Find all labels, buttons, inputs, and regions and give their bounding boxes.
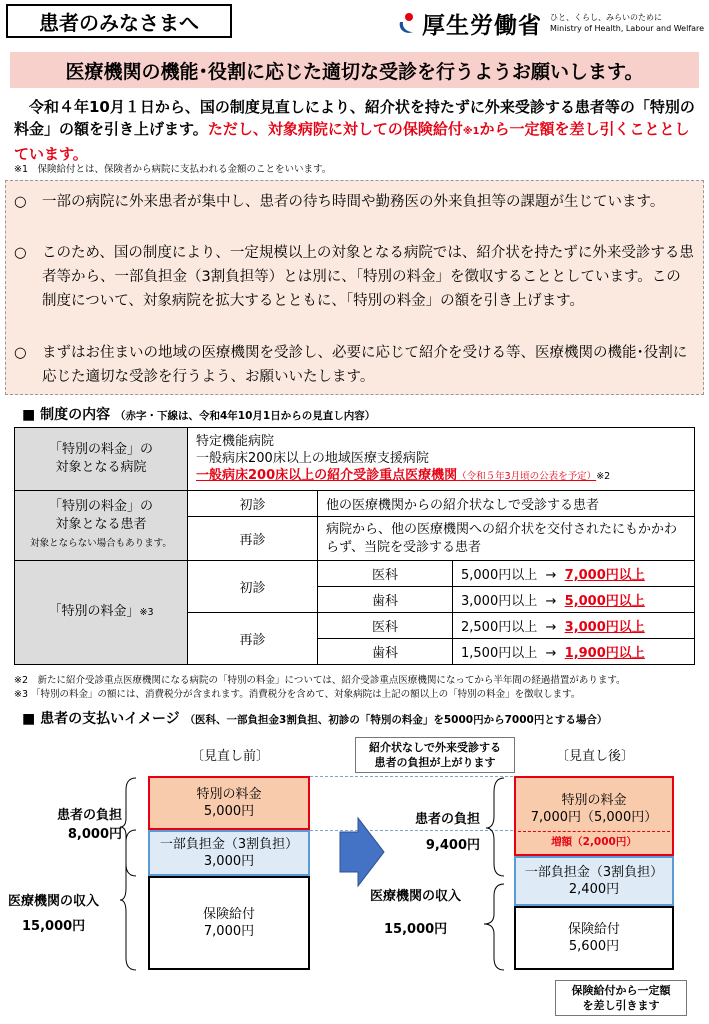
fee-medical: 医科 xyxy=(318,613,453,639)
bullet-item xyxy=(14,341,694,389)
table-row xyxy=(15,491,695,517)
bullet-item xyxy=(14,190,694,214)
fee-cell xyxy=(453,639,695,665)
fee-cell xyxy=(453,613,695,639)
fee-new: 5,000円以上 xyxy=(564,594,645,609)
tagline-jp: ひと、くらし、みらいのために xyxy=(550,13,662,22)
ministry-logo xyxy=(396,6,704,40)
label-text: 患者の負担 xyxy=(414,812,480,827)
section-title-text: ■ 制度の内容 xyxy=(22,407,111,423)
header-sub: 対象とならない場合もあります。 xyxy=(30,538,172,549)
first-visit-cell: 初診 xyxy=(188,491,318,517)
section-subtitle: （医科、一部負担金3割負担、初診の「特別の料金」を5000円から7000円とする場合） xyxy=(184,714,608,726)
bullet-circle-icon: ○ xyxy=(14,345,27,361)
ministry-name: 厚生労働省 xyxy=(422,12,542,39)
after-patient-label xyxy=(372,807,480,859)
box-amount: 2,400円 xyxy=(568,882,620,897)
fee-dental: 歯科 xyxy=(318,639,453,665)
box-amount: 3,000円 xyxy=(203,854,255,869)
new-hospital-note: （令和５年3月頃の公表を予定） xyxy=(457,471,597,482)
note-mark: ※3 xyxy=(139,607,154,618)
intro-paragraph xyxy=(14,96,699,165)
label-text: 医療機関の収入 xyxy=(370,889,462,904)
note-2: ※2 新たに紹介受診重点医療機関になる病院の「特別の料金」については、紹介受診重点医療機関になってから半年間の経過措置があります。 xyxy=(14,675,626,686)
box-label: 特別の料金 xyxy=(196,787,262,802)
ministry-tagline xyxy=(550,12,704,34)
before-heading: 〔見直し前〕 xyxy=(190,749,269,764)
before-patient-label xyxy=(8,806,122,844)
before-insurance-box xyxy=(148,876,310,970)
note-3: ※3 「特別の料金」の額には、消費税分が含まれます。消費税分を含めて、対象病院は上記の額以上の「特別の料金」を徴収します。 xyxy=(14,689,581,700)
header-line: 「特別の料金」の xyxy=(48,499,153,514)
tagline-en: Ministry of Health, Labour and Welfare xyxy=(550,24,705,33)
intro-red-text-2: から一定額を差し引くこととしています。 xyxy=(14,120,690,163)
box-label: 保険給付 xyxy=(202,907,255,922)
section-title-system xyxy=(22,404,375,424)
main-banner: 医療機関の機能･役割に応じた適切な受診を行うようお願いします。 xyxy=(10,52,699,88)
box-amount: 5,000円 xyxy=(203,804,255,819)
box-amount: 7,000円（5,000円） xyxy=(530,810,658,825)
fee-revisit: 再診 xyxy=(188,613,318,665)
bullet-circle-icon: ○ xyxy=(14,194,27,210)
hospital-item: 特定機能病院 xyxy=(196,434,275,449)
fee-medical: 医科 xyxy=(318,561,453,587)
intro-text: 令和４年10月１日から、国の制度見直しにより、紹介状を持たずに外来受診する患者等の「特別の料金」の額を引き上げます。 xyxy=(14,98,695,138)
fee-new: 3,000円以上 xyxy=(564,620,645,635)
revisit-desc: 病院から、他の医療機関への紹介状を交付されたにもかかわらず、当院を受診する患者 xyxy=(318,517,695,561)
fee-first-visit: 初診 xyxy=(188,561,318,613)
before-income-label xyxy=(8,889,122,939)
revisit-cell: 再診 xyxy=(188,517,318,561)
callout-line: を差し引きます xyxy=(582,999,660,1012)
callout-line: 患者の負担が上がります xyxy=(374,756,496,769)
before-copay-box xyxy=(148,830,310,876)
fee-dental: 歯科 xyxy=(318,587,453,613)
box-label: 保険給付 xyxy=(567,922,620,937)
box-amount: 7,000円 xyxy=(203,924,255,939)
before-braces xyxy=(118,776,148,972)
header-line: 「特別の料金」の xyxy=(48,442,153,457)
box-label: 特別の料金 xyxy=(561,793,627,808)
section-title-payment xyxy=(22,708,607,728)
table-row xyxy=(15,428,695,491)
fee-new: 7,000円以上 xyxy=(564,568,645,583)
label-amount: 15,000円 xyxy=(384,922,448,937)
after-braces xyxy=(480,776,514,972)
table-notes xyxy=(14,674,626,702)
arrow-icon: → xyxy=(545,620,557,635)
header-line: 「特別の料金」 xyxy=(48,604,140,619)
table-row xyxy=(15,561,695,587)
after-insurance-box xyxy=(514,906,674,970)
row-header-hospitals xyxy=(15,428,188,491)
note-mark: ※2 xyxy=(596,471,611,482)
header-line: 対象となる患者 xyxy=(55,517,147,532)
row-header-patients xyxy=(15,491,188,561)
callout-line: 紹介状なしで外来受診する xyxy=(369,741,501,754)
box-amount: 5,600円 xyxy=(568,939,620,954)
label-text: 医療機関の収入 xyxy=(8,894,100,909)
system-table xyxy=(14,427,695,665)
label-amount: 9,400円 xyxy=(425,838,480,853)
arrow-icon: → xyxy=(545,568,557,583)
bullet-text: 一部の病院に外来患者が集中し、患者の待ち時間や勤務医の外来負担等の課題が生じています。 xyxy=(42,194,665,210)
fee-old: 2,500円以上 xyxy=(461,620,538,635)
arrow-icon: → xyxy=(545,646,557,661)
arrow-icon: → xyxy=(545,594,557,609)
hospital-list xyxy=(188,428,695,491)
label-amount: 8,000円 xyxy=(67,827,122,842)
mhlw-logo-icon xyxy=(396,10,418,36)
fee-cell xyxy=(453,587,695,613)
after-heading: 〔見直し後〕 xyxy=(555,749,634,764)
increase-label: 増額（2,000円） xyxy=(551,836,637,848)
bullet-circle-icon: ○ xyxy=(14,245,27,261)
hospital-item: 一般病床200床以上の地域医療支援病院 xyxy=(196,451,429,466)
fee-old: 5,000円以上 xyxy=(461,568,538,583)
fee-new: 1,900円以上 xyxy=(564,646,645,661)
box-label: 一部負担金（3割負担） xyxy=(159,837,299,852)
callout-line: 保険給付から一定額 xyxy=(571,984,671,997)
after-copay-box xyxy=(514,856,674,906)
header-line: 対象となる病院 xyxy=(55,460,147,475)
fee-old: 3,000円以上 xyxy=(461,594,538,609)
row-header-fee xyxy=(15,561,188,665)
first-visit-desc: 他の医療機関からの紹介状なしで受診する患者 xyxy=(318,491,695,517)
insurance-footnote: ※1 保険給付とは、保険者から病院に支払われる金額のことをいいます。 xyxy=(14,164,332,175)
section-title-text: ■ 患者の支払いイメージ xyxy=(22,711,180,727)
label-text: 患者の負担 xyxy=(56,808,122,823)
callout-burden-up xyxy=(355,737,515,773)
bullet-text: このため、国の制度により、一定規模以上の対象となる病院では、紹介状を持たずに外来受診する患者等から、一部負担金（3割負担等）とは別に、「特別の料金」を徴収することとしています。この制度について、対象病院を拡大するとともに、「特別の料金」の額を引き上げます。 xyxy=(42,245,694,309)
increase-divider xyxy=(518,831,670,832)
intro-note-mark: ※1 xyxy=(462,126,480,137)
fee-cell xyxy=(453,561,695,587)
callout-insurance-deduct xyxy=(555,980,687,1016)
new-hospital-item: 一般病床200床以上の紹介受診重点医療機関 xyxy=(196,468,458,483)
intro-red-text: ただし、対象病院に対しての保険給付 xyxy=(207,120,463,138)
bullet-text: まずはお住まいの地域の医療機関を受診し、必要に応じて紹介を受ける等、医療機関の機能･役割に応じた適切な受診を行うよう、お願いいたします。 xyxy=(42,345,688,385)
label-amount: 15,000円 xyxy=(22,919,86,934)
audience-label: 患者のみなさまへ xyxy=(6,4,232,38)
box-label: 一部負担金（3割負担） xyxy=(524,865,664,880)
after-income-label xyxy=(370,880,482,946)
bullet-item xyxy=(14,241,694,313)
section-subtitle: （赤字・下線は、令和4年10月1日からの見直し内容） xyxy=(114,410,376,422)
before-special-fee-box xyxy=(148,776,310,830)
fee-old: 1,500円以上 xyxy=(461,646,538,661)
